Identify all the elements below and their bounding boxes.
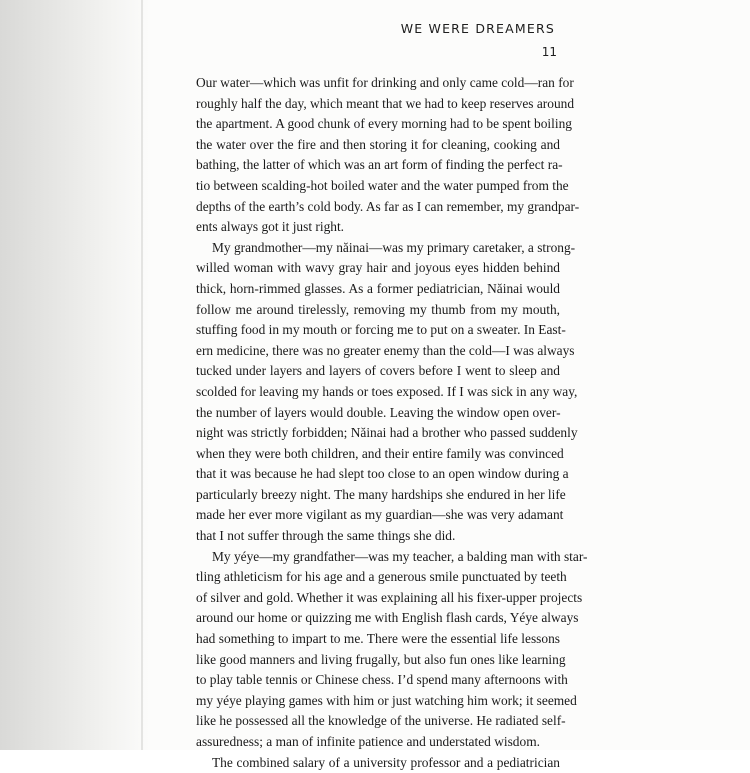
page-number: 11: [541, 45, 557, 59]
text-line: night was strictly forbidden; Năinai had a brother who passed suddenly: [196, 425, 578, 441]
text-line: had something to impart to me. There were the essential life lessons: [196, 631, 560, 647]
text-line: tling athleticism for his age and a generous smile punctuated by teeth: [196, 569, 567, 585]
text-line: my yéye playing games with him or just watching him work; it seemed: [196, 692, 577, 708]
text-line: roughly half the day, which meant that we had to keep reserves around: [196, 95, 575, 111]
running-head: WE WERE DREAMERS: [400, 21, 555, 36]
text-line: tio between scalding-hot boiled water and the water pumped from the: [196, 177, 569, 193]
text-line: My grandmother—my năinai—was my primary caretaker, a strong-: [212, 239, 576, 255]
text-line: The combined salary of a university professor and a pediatrician: [212, 754, 560, 770]
text-line: stuffing food in my mouth or forcing me to put on a sweater. In East-: [196, 322, 566, 338]
gutter-shadow: [0, 0, 150, 750]
text-line: the apartment. A good chunk of every morning had to be spent boiling: [196, 116, 572, 132]
text-line: to play table tennis or Chinese chess. I’d spend many afternoons with: [196, 672, 568, 688]
body-text: [196, 73, 588, 773]
gutter-line: [141, 0, 143, 750]
text-line: scolded for leaving my hands or toes exposed. If I was sick in any way,: [196, 383, 578, 399]
text-line: depths of the earth’s cold body. As far as I can remember, my grandpar-: [196, 198, 580, 214]
text-line: Our water—which was unfit for drinking and only came cold—ran for: [196, 75, 574, 90]
text-line: tucked under layers and layers of covers before I went to sleep and: [196, 363, 560, 379]
paragraph: [196, 238, 578, 547]
text-line: the number of layers would double. Leaving the window open over-: [196, 404, 561, 420]
text-line: that I not suffer through the same things she did.: [196, 528, 456, 544]
text-line: ern medicine, there was no greater enemy than the cold—I was always: [196, 342, 575, 358]
text-line: thick, horn-rimmed glasses. As a former pediatrician, Năinai would: [196, 280, 560, 296]
text-line: when they were both children, and their entire family was convinced: [196, 445, 564, 461]
paragraph: [196, 753, 560, 773]
text-line: assuredness; a man of infinite patience and understated wisdom.: [196, 734, 540, 749]
text-line: around our home or quizzing me with English flash cards, Yéye always: [196, 610, 579, 626]
text-line: like he possessed all the knowledge of the universe. He radiated self-: [196, 713, 566, 729]
text-line: the water over the fire and then storing it for cleaning, cooking and: [196, 136, 560, 152]
text-line: bathing, the latter of which was an art form of finding the perfect ra-: [196, 157, 563, 173]
text-line: My yéye—my grandfather—was my teacher, a balding man with star-: [212, 548, 588, 564]
text-line: made her ever more vigilant as my guardian—she was very adamant: [196, 507, 564, 523]
text-line: particularly breezy night. The many hardships she endured in her life: [196, 486, 566, 502]
text-line: that it was because he had slept too close to an open window during a: [196, 466, 569, 482]
text-line: like good manners and living frugally, but also fun ones like learning: [196, 651, 566, 667]
text-line: of silver and gold. Whether it was explaining all his fixer-upper projects: [196, 589, 583, 605]
paragraph: [196, 547, 588, 753]
paragraph: [196, 73, 580, 238]
text-line: willed woman with wavy gray hair and joyous eyes hidden behind: [196, 260, 560, 276]
text-line: follow me around tirelessly, removing my thumb from my mouth,: [196, 301, 560, 317]
text-line: ents always got it just right.: [196, 219, 345, 235]
